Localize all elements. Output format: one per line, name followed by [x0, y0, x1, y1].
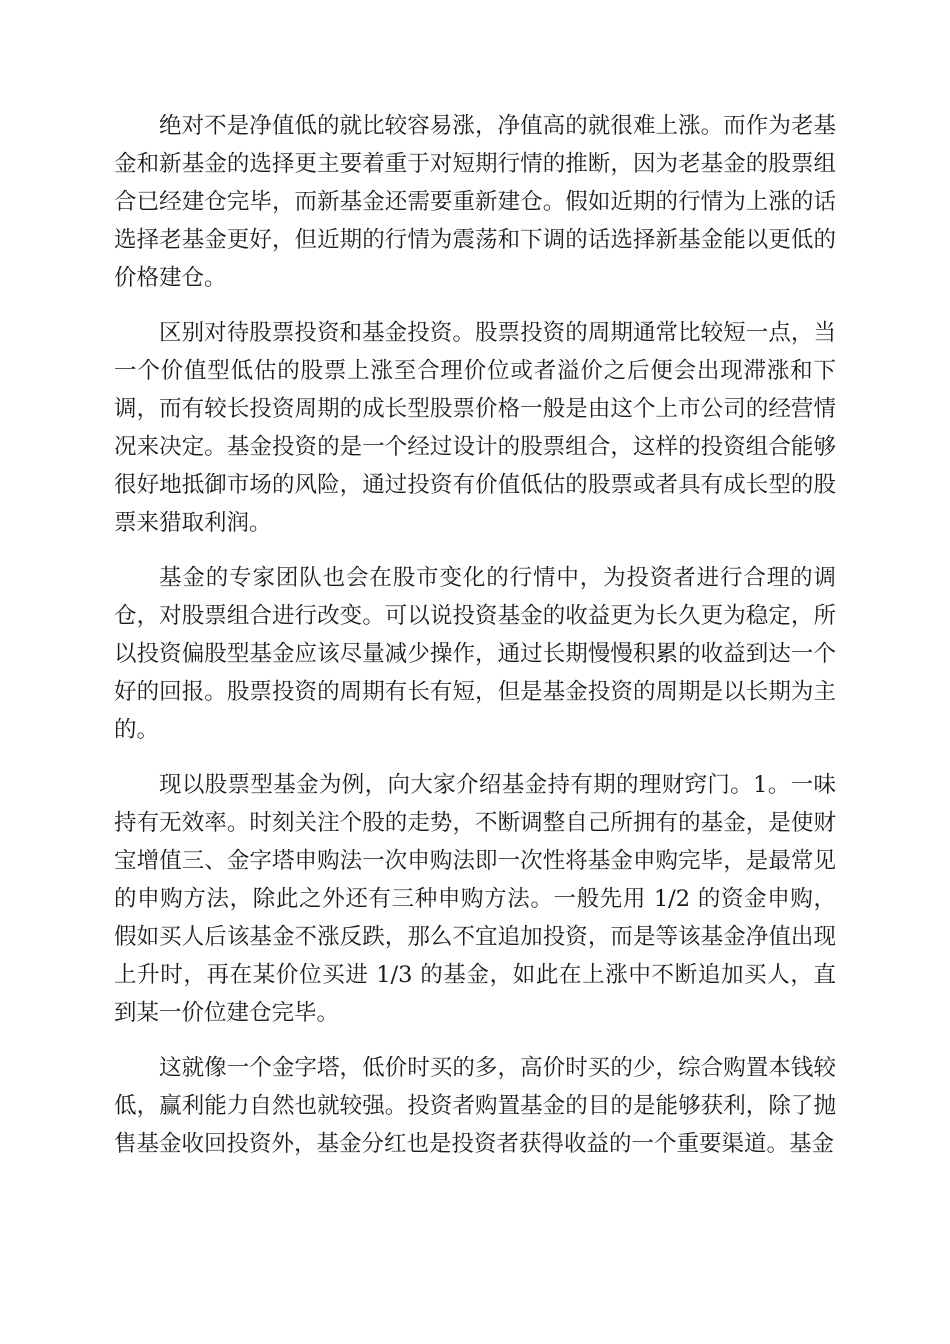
- document-body: [114, 107, 836, 1180]
- paragraph-5: 这就像一个金字塔，低价时买的多，高价时买的少，综合购置本钱较低，赢利能力自然也就较强。投资者购置基金的目的是能够获利，除了抛售基金收回投资外，基金分红也是投资者获得收益的一个重要渠道。基金: [114, 1055, 836, 1157]
- paragraph-3: 基金的专家团队也会在股市变化的行情中，为投资者进行合理的调仓，对股票组合进行改变。可以说投资基金的收益更为长久更为稳定，所以投资偏股型基金应该尽量减少操作，通过长期慢慢积累的收益到达一个好的回报。股票投资的周期有长有短，但是基金投资的周期是以长期为主的。: [114, 565, 836, 743]
- paragraph-4: 现以股票型基金为例，向大家介绍基金持有期的理财窍门。1。一味持有无效率。时刻关注个股的走势，不断调整自己所拥有的基金，是使财宝增值三、金字塔申购法一次申购法即一次性将基金申购完毕，是最常见的申购方法，除此之外还有三种申购方法。一般先用 1/2 的资金申购，假如买人后该基金不涨反跌，那么不宜追加投资，而是等该基金净值出现上升时，再在某价位买进 1/3 的基金，如此在上涨中不断追加买人，直到某一价位建仓完毕。: [114, 772, 836, 1026]
- paragraph-2: 区别对待股票投资和基金投资。股票投资的周期通常比较短一点，当一个价值型低估的股票上涨至合理价位或者溢价之后便会出现滞涨和下调，而有较长投资周期的成长型股票价格一般是由这个上市公司的经营情况来决定。基金投资的是一个经过设计的股票组合，这样的投资组合能够很好地抵御市场的风险，通过投资有价值低估的股票或者具有成长型的股票来猎取利润。: [114, 320, 836, 536]
- paragraph-1: 绝对不是净值低的就比较容易涨，净值高的就很难上涨。而作为老基金和新基金的选择更主要着重于对短期行情的推断，因为老基金的股票组合已经建仓完毕，而新基金还需要重新建仓。假如近期的行情为上涨的话选择老基金更好，但近期的行情为震荡和下调的话选择新基金能以更低的价格建仓。: [114, 113, 836, 291]
